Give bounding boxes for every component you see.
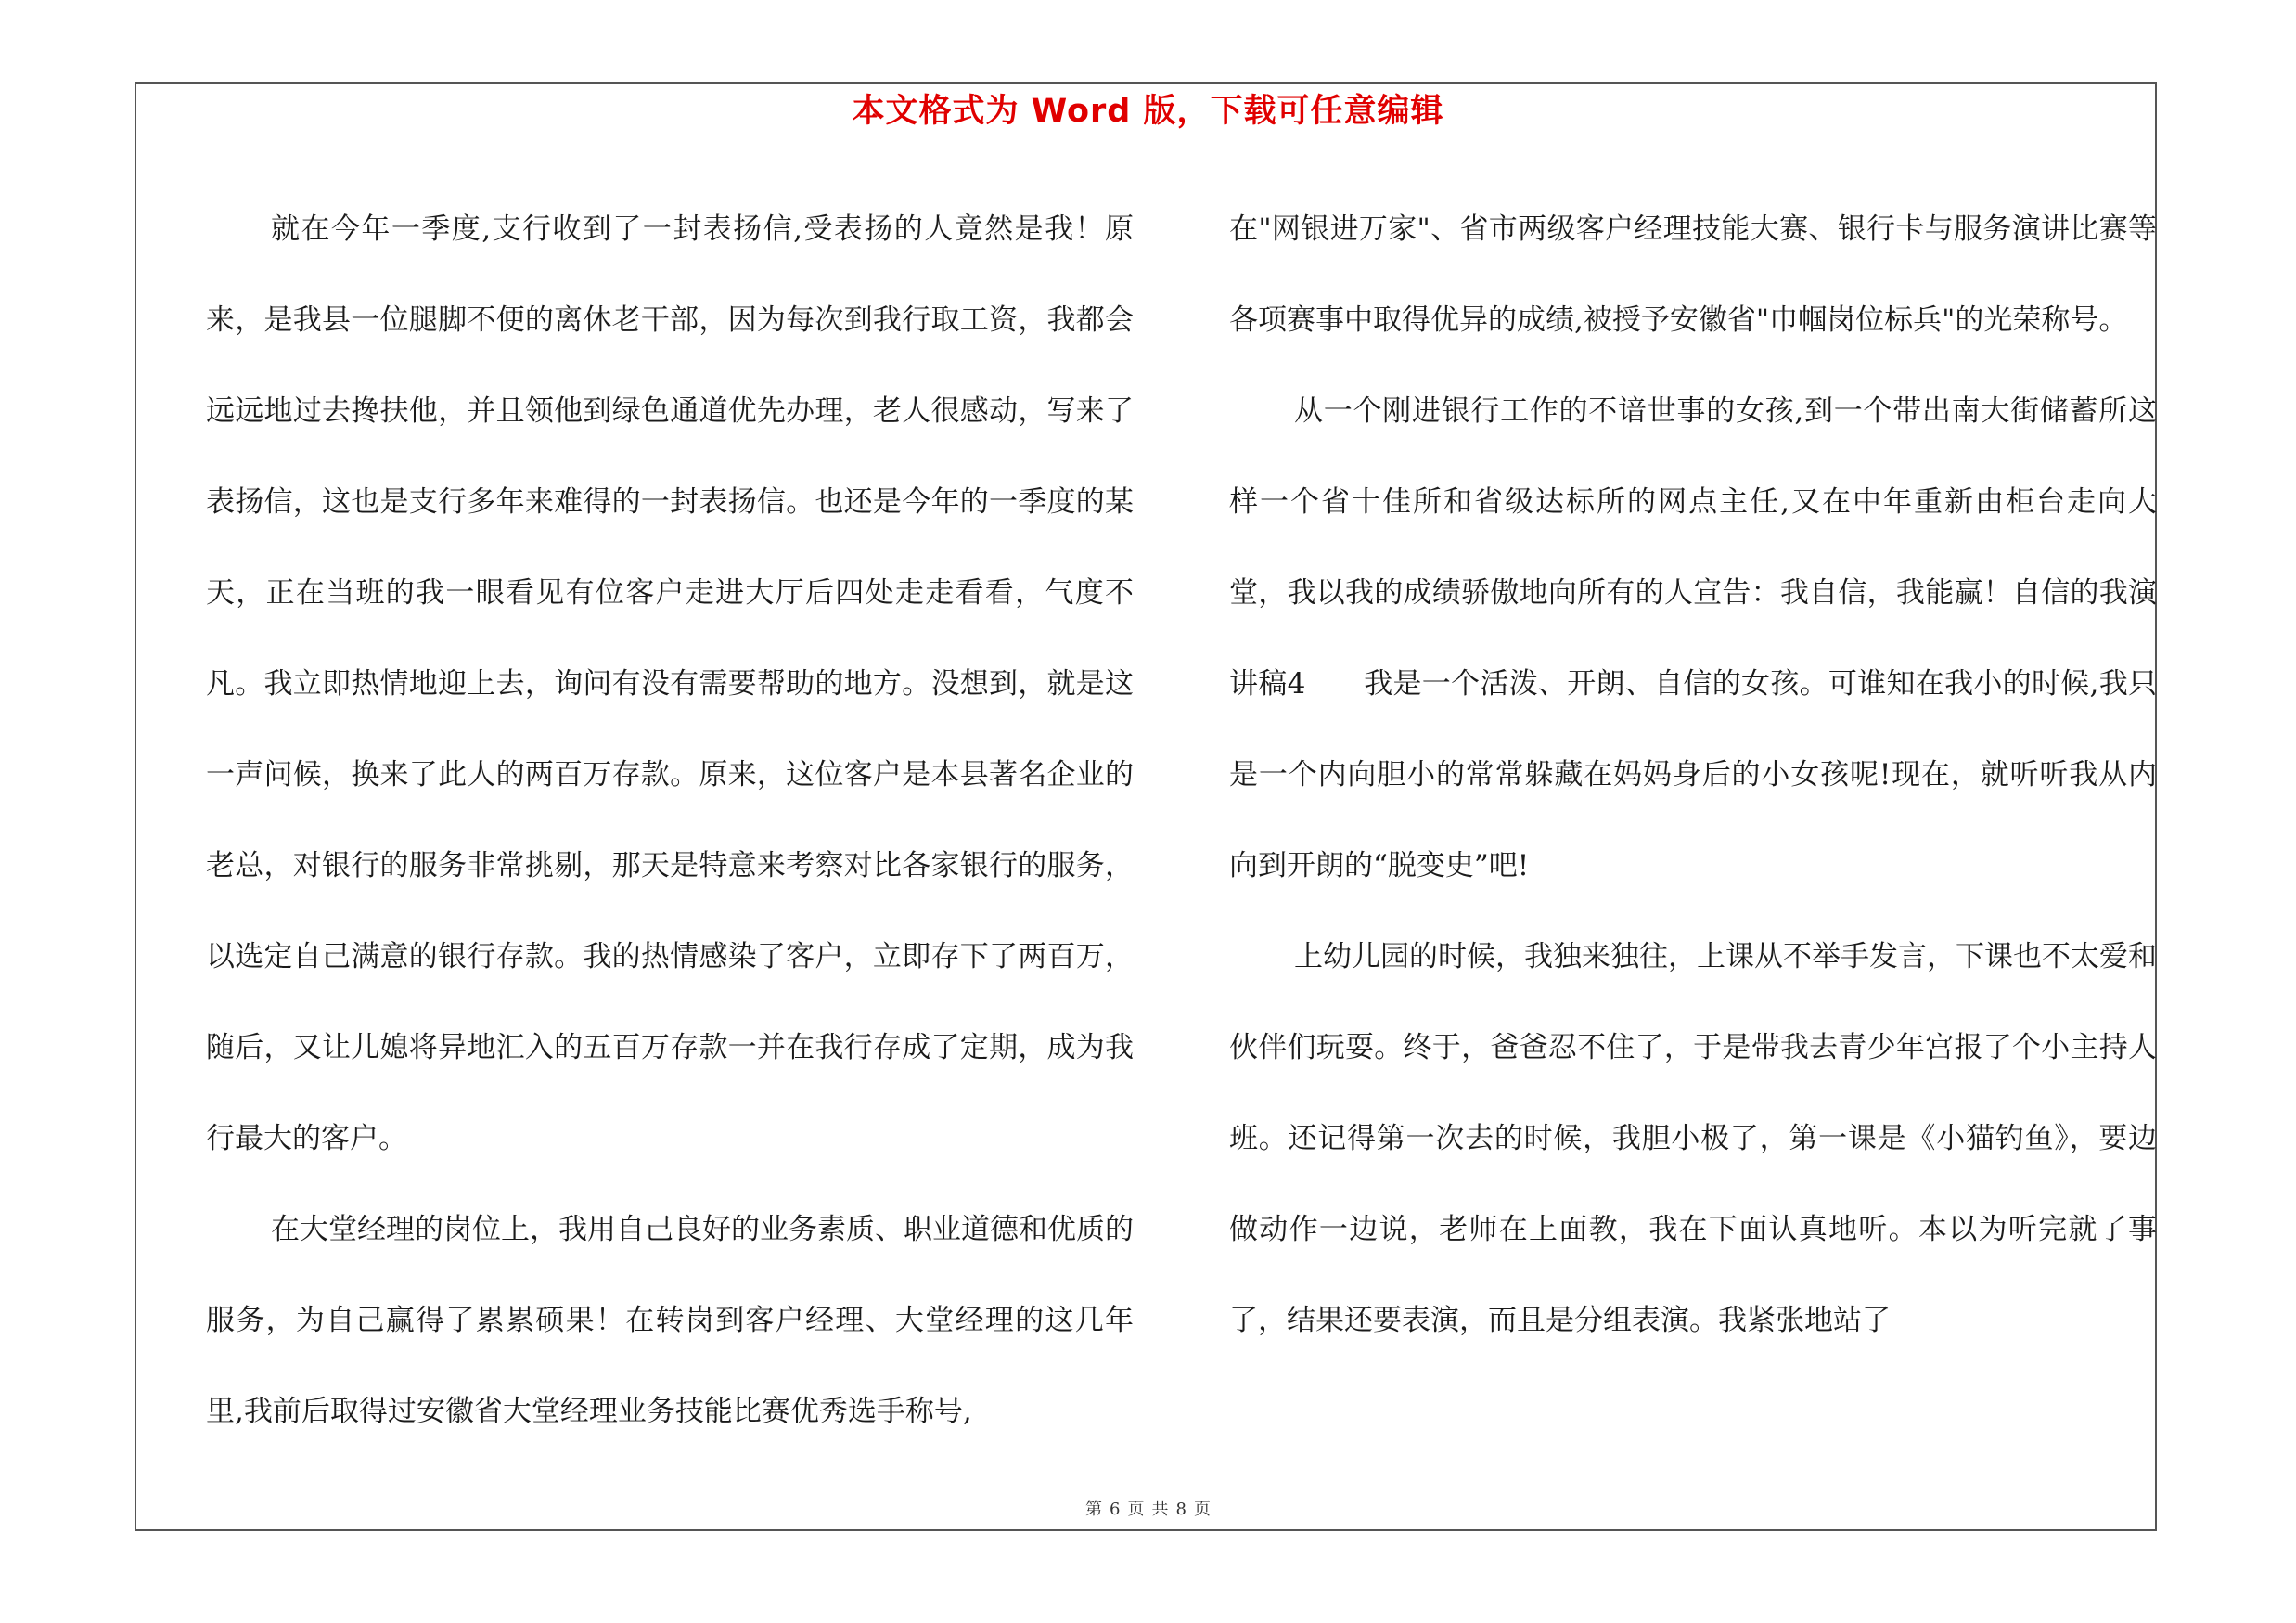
paragraph-kindergarten-story: 上幼儿园的时候，我独来独往，上课从不举手发言，下课也不太爱和伙伴们玩耍。终于，爸爸忍不住了，于是带我去青少年宫报了个小主持人班。还记得第一次去的时候，我胆小极了，第一课是《小猫钓鱼》，要边做动作一边说，老师在上面教，我在下面认真地听。本以为听完就了事了，结果还要表演，而且是分组表演。我紧张地站了 bbox=[1229, 940, 2157, 1337]
page-number-footer bbox=[0, 1496, 2296, 1520]
paragraph-competition-honors: 在"网银进万家"、省市两级客户经理技能大赛、银行卡与服务演讲比赛等各项赛事中取得优异的成绩,被授予安徽省"巾帼岗位标兵"的光荣称号。 bbox=[1229, 213, 2157, 337]
footer-current-page: 6 bbox=[1110, 1500, 1121, 1519]
footer-prefix: 第 bbox=[1085, 1500, 1103, 1519]
paragraph-commendation-letter: 就在今年一季度,支行收到了一封表扬信,受表扬的人竟然是我！原来，是我县一位腿脚不便的离休老干部，因为每次到我行取工资，我都会远远地过去搀扶他，并且领他到绿色通道优先办理，老人很感动，写来了表扬信，这也是支行多年来难得的一封表扬信。也还是今年的一季度的某天，正在当班的我一眼看见有位客户走进大厅后四处走走看看，气度不凡。我立即热情地迎上去，询问有没有需要帮助的地方。没想到，就是这一声问候，换来了此人的两百万存款。原来，这位客户是本县著名企业的老总，对银行的服务非常挑剔，那天是特意来考察对比各家银行的服务，以选定自己满意的银行存款。我的热情感染了客户，立即存下了两百万，随后，又让儿媳将异地汇入的五百万存款一并在我行存成了定期，成为我行最大的客户。 bbox=[206, 213, 1134, 1155]
footer-total-word: 共 bbox=[1151, 1500, 1169, 1519]
paragraph-confidence-declaration: 从一个刚进银行工作的不谙世事的女孩,到一个带出南大街储蓄所这样一个省十佳所和省级达标所的网点主任,又在中年重新由柜台走向大堂，我以我的成绩骄傲地向所有的人宣告：我自信，我能赢！自信的我演讲稿4 我是一个活泼、开朗、自信的女孩。可谁知在我小的时候,我只是一个内向胆小的常常躲藏在妈妈身后的小女孩呢!现在，就听听我从内向到开朗的“脱变史”吧! bbox=[1229, 394, 2157, 882]
footer-total-pages: 8 bbox=[1175, 1500, 1186, 1519]
right-text-column bbox=[1229, 184, 2157, 1366]
paragraph-lobby-manager-achievements: 在大堂经理的岗位上，我用自己良好的业务素质、职业道德和优质的服务，为自己赢得了累累硕果！在转岗到客户经理、大堂经理的这几年里,我前后取得过安徽省大堂经理业务技能比赛优秀选手称号, bbox=[206, 1213, 1134, 1428]
left-text-column bbox=[206, 184, 1134, 1457]
footer-suffix: 页 bbox=[1193, 1500, 1211, 1519]
footer-page-word: 页 bbox=[1127, 1500, 1145, 1519]
format-notice-banner: 本文格式为 Word 版，下载可任意编辑 bbox=[852, 93, 1444, 130]
